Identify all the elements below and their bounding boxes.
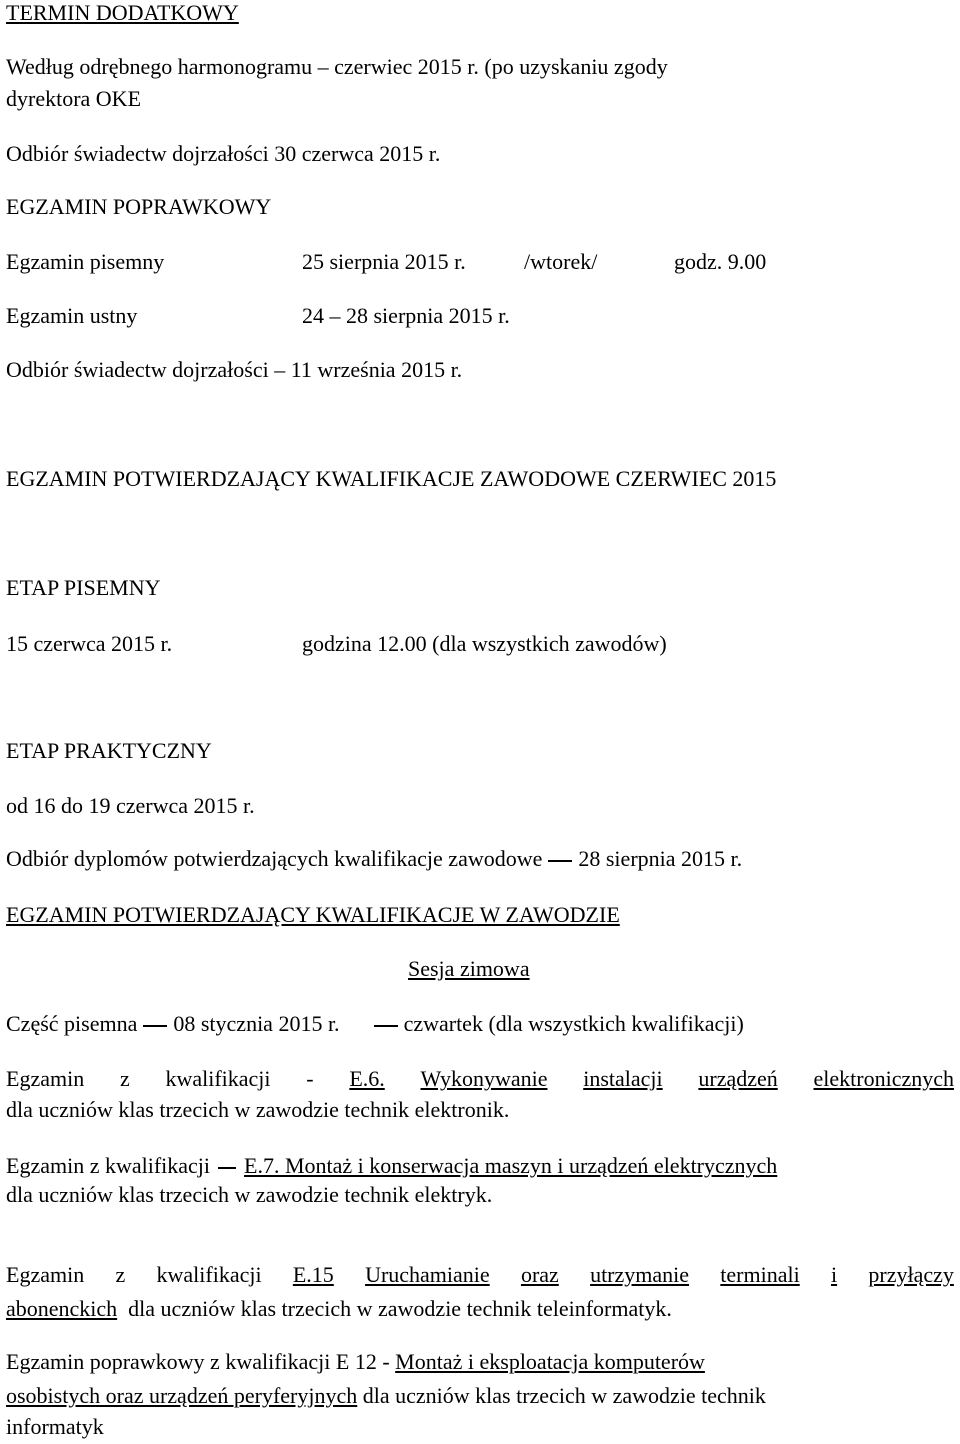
e15-title-end: abonenckich [6,1296,118,1321]
czesc-day: czwartek (dla wszystkich kwalifikacji) [403,1011,744,1036]
dash-separator [218,1167,236,1169]
e7-prefix: Egzamin z kwalifikacji [6,1153,211,1178]
e6-word: Egzamin [6,1066,85,1091]
e6-row1 [6,1066,954,1092]
ustny-label: Egzamin ustny [6,303,138,328]
poprawkowy-pisemny-row [6,249,766,275]
ustny-date: 24 – 28 sierpnia 2015 r. [302,303,510,328]
e15-title-word: i [830,1262,838,1287]
pisemny-label: Egzamin pisemny [6,249,165,274]
section-heading-termin-dodatkowy: TERMIN DODATKOWY [6,0,239,25]
e12-row3: informatyk [6,1414,104,1439]
e6-word: - [306,1066,314,1091]
etap-praktyczny-dates: od 16 do 19 czerwca 2015 r. [6,793,255,818]
termin-dodatkowy-text-line2: dyrektora OKE [6,86,142,111]
e6-title-word: Wykonywanie [420,1066,548,1091]
e6-word: z [119,1066,130,1091]
e6-code: E.6. [349,1066,385,1091]
e15-word: z [115,1262,126,1287]
czesc-label: Część pisemna [6,1011,138,1036]
etap-praktyczny-heading: ETAP PRAKTYCZNY [6,738,212,763]
e15-audience: dla uczniów klas trzecich w zawodzie technik teleinformatyk. [128,1296,672,1321]
zawodowe-odbior-row [6,846,742,872]
pisemny-day: /wtorek/ [524,249,598,274]
pisemny-date: 25 sierpnia 2015 r. [302,249,466,274]
e15-word: kwalifikacji [156,1262,262,1287]
e15-title-word: terminali [720,1262,800,1287]
e12-title-cont: osobistych oraz urządzeń peryferyjnych [6,1383,358,1408]
e6-title-word: instalacji [583,1066,663,1091]
e15-word: Egzamin [6,1262,85,1287]
e7-title: E.7. Montaż i konserwacja maszyn i urządzeń elektrycznych [244,1153,778,1178]
dash-separator [548,860,572,862]
e12-row2 [6,1383,766,1409]
e12-prefix: Egzamin poprawkowy z kwalifikacji E 12 - [6,1349,390,1374]
section-heading-poprawkowy: EGZAMIN POPRAWKOWY [6,194,272,219]
czesc-pisemna-row [6,1011,744,1037]
e6-word: kwalifikacji [165,1066,271,1091]
e7-row1 [6,1153,777,1179]
etap-pisemny-heading: ETAP PISEMNY [6,575,161,600]
section-heading-zawodowe: EGZAMIN POTWIERDZAJĄCY KWALIFIKACJE ZAWODOWE CZERWIEC 2015 [6,466,777,491]
e12-title: Montaż i eksploatacja komputerów [395,1349,705,1374]
e15-title-word: Uruchamianie [365,1262,490,1287]
e7-row2: dla uczniów klas trzecich w zawodzie technik elektryk. [6,1182,493,1207]
etap-pisemny-row [6,631,667,657]
e15-title-word: oraz [520,1262,559,1287]
termin-dodatkowy-text-line1: Według odrębnego harmonogramu – czerwiec 2015 r. (po uzyskaniu zgody [6,54,668,79]
dash-separator [374,1025,398,1027]
e12-audience: dla uczniów klas trzecich w zawodzie technik [362,1383,766,1408]
e15-code: E.15 [292,1262,334,1287]
pisemny-time: godz. 9.00 [674,249,767,274]
e12-row1 [6,1349,705,1375]
e6-title-word: urządzeń [698,1066,778,1091]
etap-pisemny-time: godzina 12.00 [302,631,427,656]
etap-pisemny-note: (dla wszystkich zawodów) [432,631,667,656]
zawodowe-odbior-label: Odbiór dyplomów potwierdzających kwalifikacje zawodowe [6,846,543,871]
sesja-zimowa-heading: Sesja zimowa [408,956,530,981]
zawodowe-odbior-date: 28 sierpnia 2015 r. [578,846,743,871]
termin-dodatkowy-odbior: Odbiór świadectw dojrzałości 30 czerwca 2015 r. [6,141,441,166]
e15-row1 [6,1262,954,1288]
poprawkowy-ustny-row [6,303,510,329]
czesc-date: 08 stycznia 2015 r. [173,1011,340,1036]
e15-title-word: utrzymanie [590,1262,690,1287]
etap-pisemny-date: 15 czerwca 2015 r. [6,631,173,656]
poprawkowy-odbior: Odbiór świadectw dojrzałości – 11 września 2015 r. [6,357,463,382]
dash-separator [143,1025,167,1027]
section-heading-w-zawodzie: EGZAMIN POTWIERDZAJĄCY KWALIFIKACJE W ZAWODZIE [6,902,620,927]
e15-row2 [6,1296,672,1322]
e6-row2: dla uczniów klas trzecich w zawodzie technik elektronik. [6,1097,510,1122]
e6-title-word: elektronicznych [813,1066,954,1091]
e15-title-word: przyłączy [868,1262,954,1287]
